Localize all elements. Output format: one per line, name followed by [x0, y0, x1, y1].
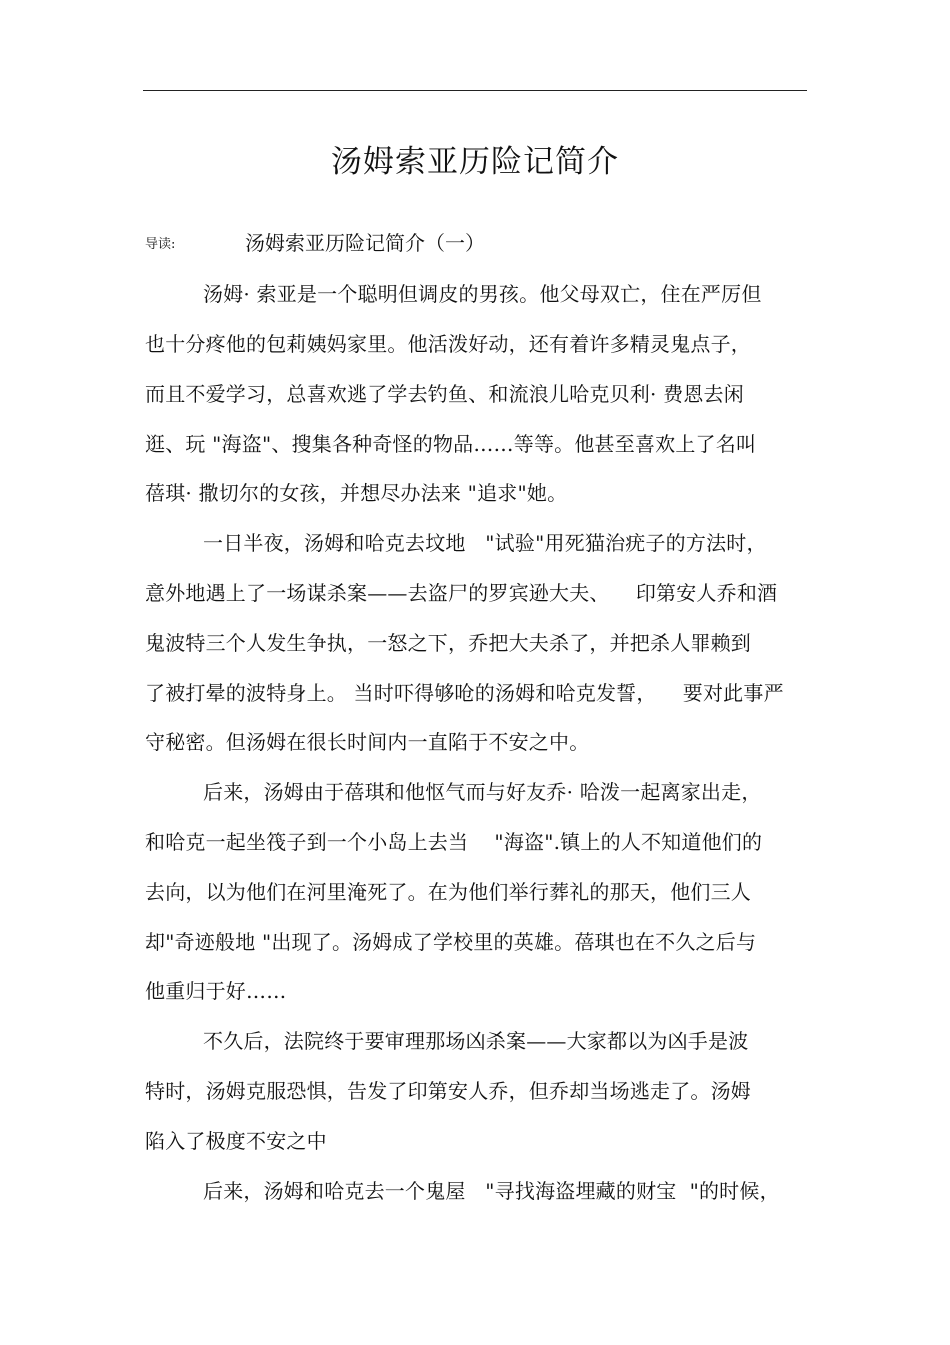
text-line: 鬼波特三个人发生争执，一怒之下，乔把大夫杀了，并把杀人罪赖到	[145, 631, 751, 655]
text-line: 特时，汤姆克服恐惧，告发了印第安人乔，但乔却当场逃走了。汤姆	[145, 1079, 751, 1103]
text-line: 也十分疼他的包莉姨妈家里。他活泼好动，还有着许多精灵鬼点子，	[145, 332, 751, 356]
document-title: 汤姆索亚历险记简介	[331, 144, 619, 180]
intro-subtitle: 汤姆索亚历险记简介（一）	[245, 231, 485, 255]
text-line: 不久后，法院终于要审理那场凶杀案——大家都以为凶手是波	[203, 1029, 749, 1053]
text-line: 汤姆· 索亚是一个聪明但调皮的男孩。他父母双亡，住在严厉但	[203, 282, 762, 306]
text-line: 他重归于好……	[145, 979, 287, 1003]
intro-label: 导读:	[145, 237, 176, 252]
text-line: 守秘密。但汤姆在很长时间内一直陷于不安之中。	[145, 730, 590, 754]
text-line: 后来，汤姆由于蓓琪和他怄气而与好友乔· 哈泼一起离家出走，	[203, 780, 762, 804]
header-rule	[143, 90, 807, 91]
text-line: 后来，汤姆和哈克去一个鬼屋 "寻找海盗埋藏的财宝 "的时候，	[203, 1179, 780, 1203]
text-line: 陷入了极度不安之中	[145, 1129, 327, 1153]
text-line: 和哈克一起坐筏子到一个小岛上去当 "海盗".镇上的人不知道他们的	[145, 830, 763, 854]
text-line: 而且不爱学习，总喜欢逃了学去钓鱼、和流浪儿哈克贝利· 费恩去闲	[145, 382, 744, 406]
text-line: 逛、玩 "海盗"、搜集各种奇怪的物品……等等。他甚至喜欢上了名叫	[145, 432, 757, 456]
text-line: 意外地遇上了一场谋杀案——去盗尸的罗宾逊大夫、 印第安人乔和酒	[145, 581, 778, 605]
text-line: 蓓琪· 撒切尔的女孩，并想尽办法来 "追求"她。	[145, 481, 568, 505]
text-line: 却"奇迹般地 "出现了。汤姆成了学校里的英雄。蓓琪也在不久之后与	[145, 930, 757, 954]
text-line: 一日半夜，汤姆和哈克去坟地 "试验"用死猫治疣子的方法时，	[203, 531, 767, 555]
text-line: 了被打晕的波特身上。 当时吓得够呛的汤姆和哈克发誓， 要对此事严	[145, 681, 784, 705]
text-line: 去向，以为他们在河里淹死了。在为他们举行葬礼的那天，他们三人	[145, 880, 751, 904]
